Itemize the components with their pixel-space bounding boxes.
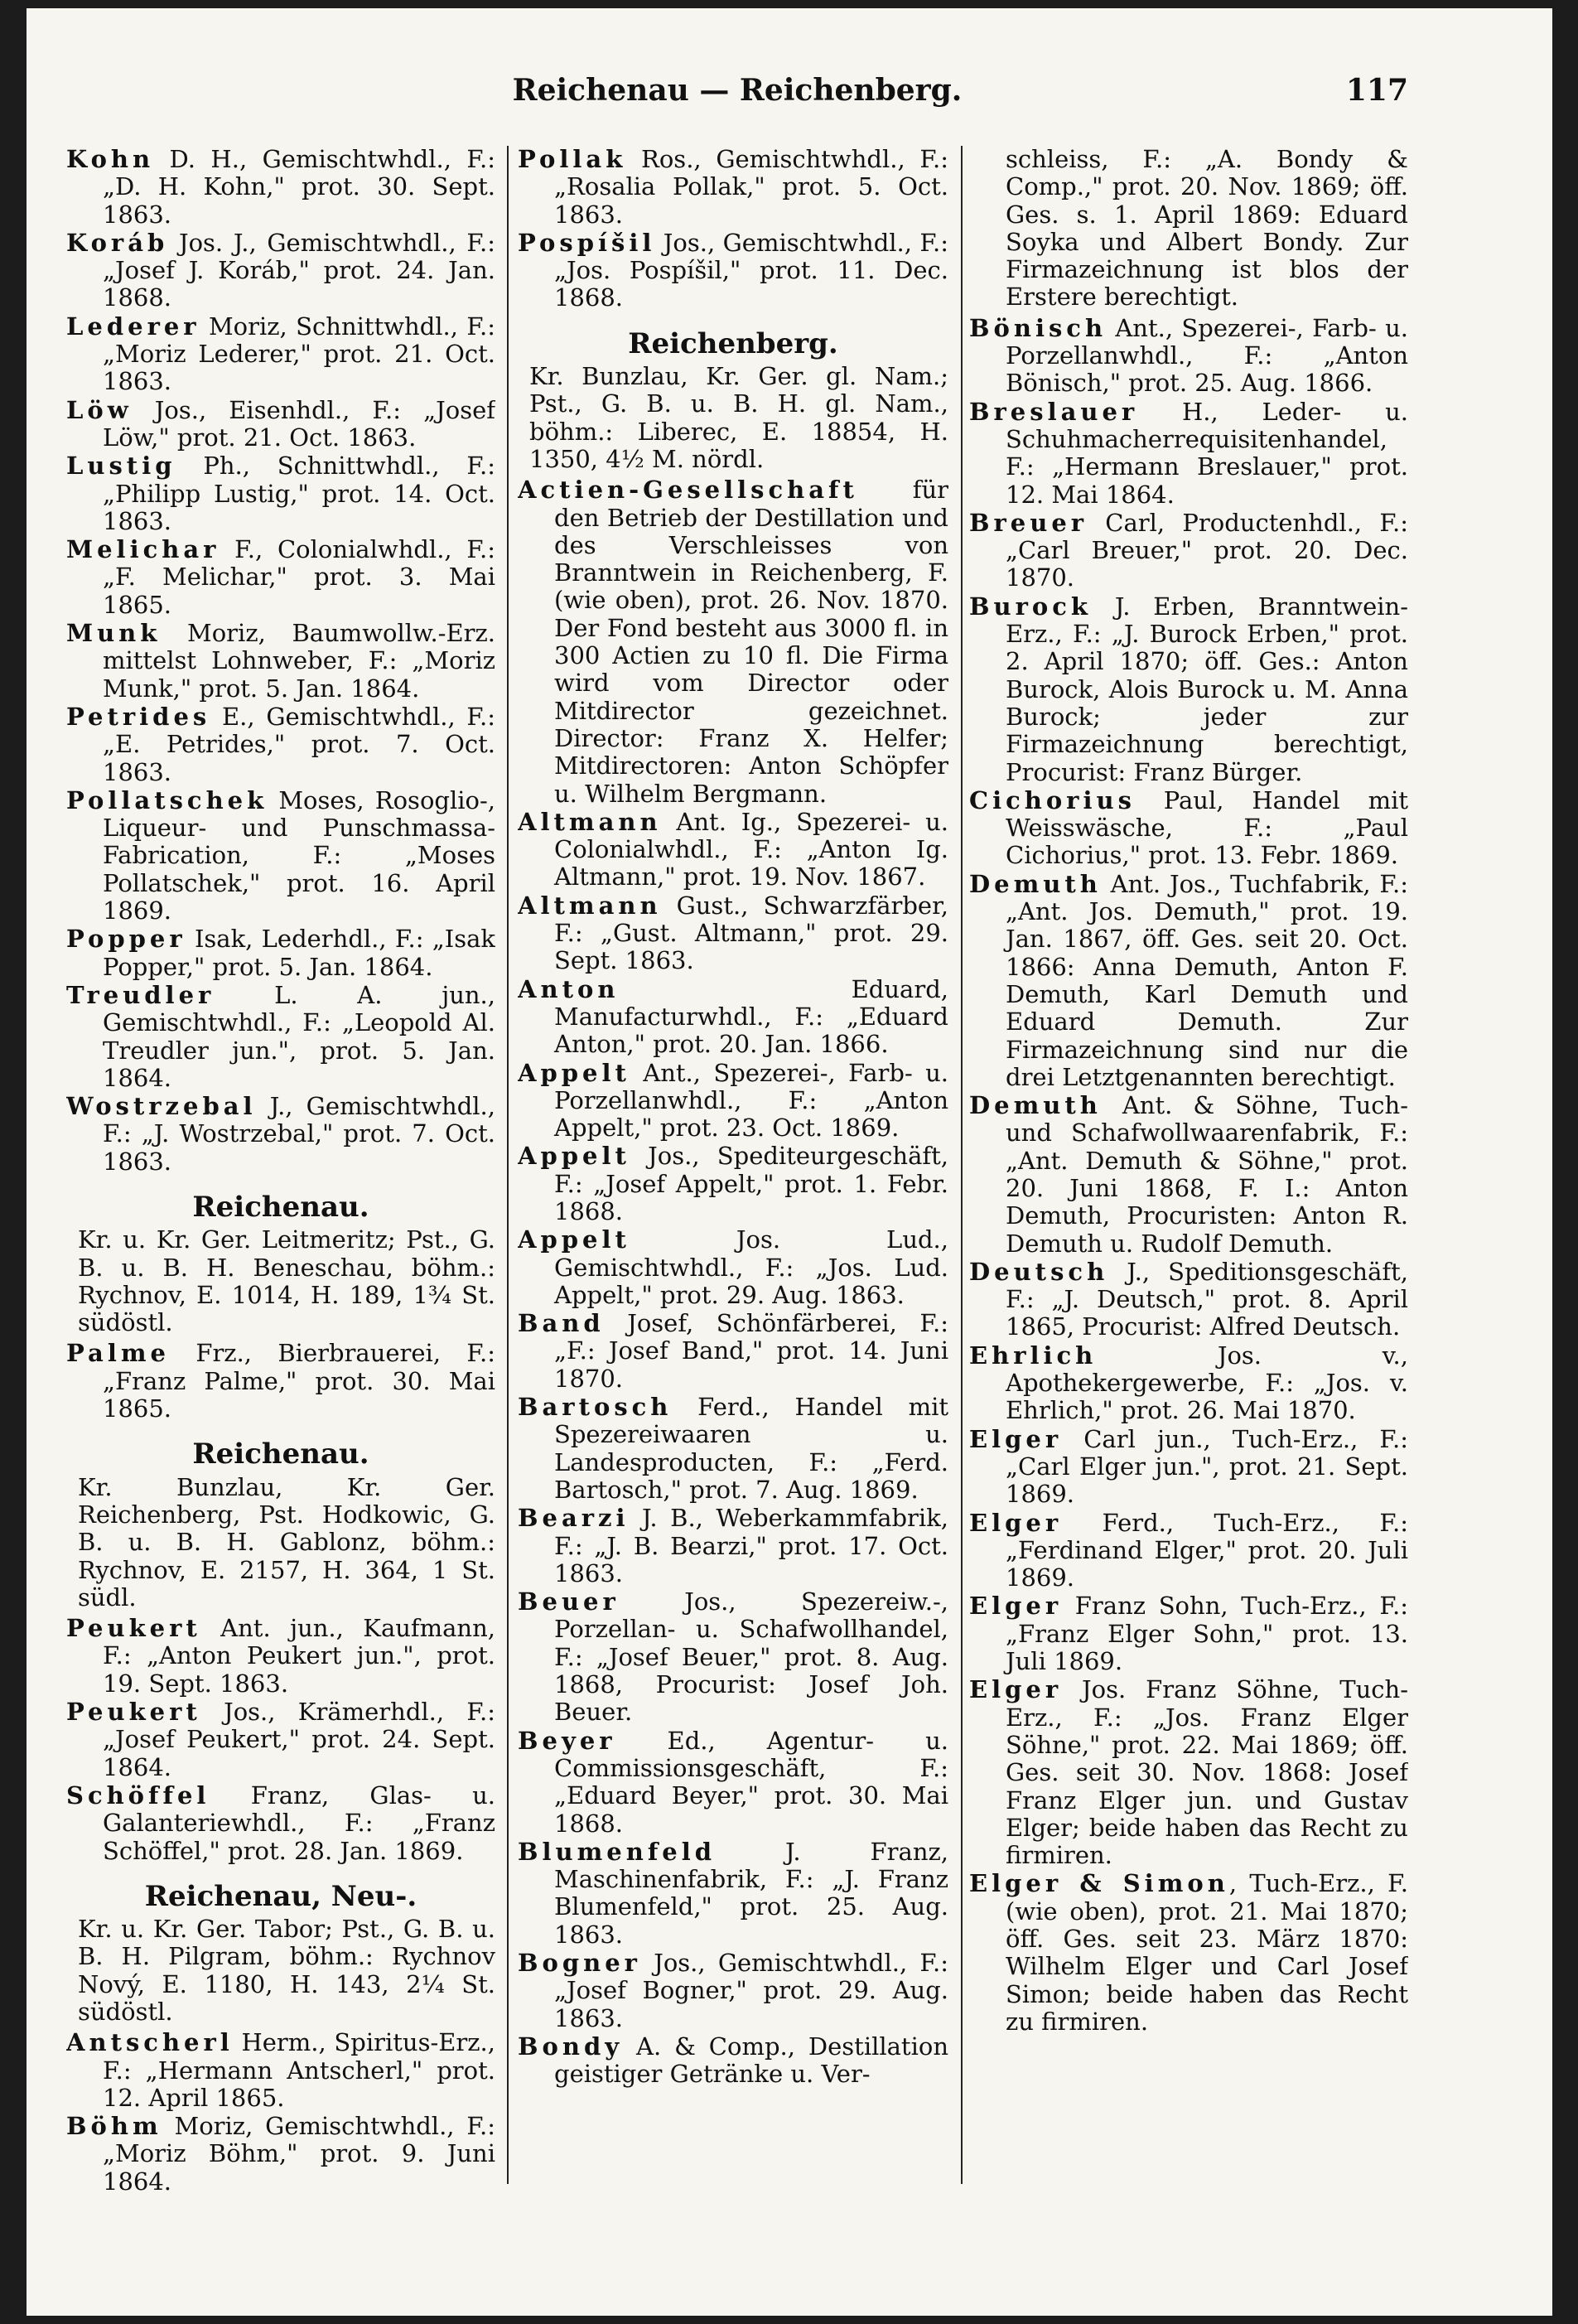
directory-entry <box>518 1310 948 1393</box>
directory-entry <box>66 1615 495 1698</box>
entry-name: Popper <box>66 925 186 954</box>
entry-name: Lederer <box>66 312 200 341</box>
column-2 <box>518 146 948 2201</box>
entry-text: Jos. J., Gemischtwhdl., F.: „Josef J. Koráb," prot. 24. Jan. 1868. <box>103 228 495 312</box>
section-heading-reichenau-neu: Reichenau, Neu-. <box>144 1879 417 1913</box>
entry-name: Deutsch <box>969 1257 1109 1286</box>
entry-name: Elger <box>969 1592 1063 1621</box>
directory-entry <box>969 1870 1408 2036</box>
entry-text: Josef, Schönfärberei, F.: „F.: Josef Band," prot. 14. Juni 1870. <box>554 1309 948 1393</box>
entry-text: Franz Sohn, Tuch-Erz., F.: „Franz Elger Sohn," prot. 13. Juli 1869. <box>1006 1592 1408 1676</box>
entry-name: Treudler <box>66 980 215 1009</box>
entry-name: Appelt <box>518 1142 630 1171</box>
entry-text: für den Betrieb der Destillation und des Verschleisses von Branntwein in Reichenberg, F. (wie oben), prot. 26. Nov. 1870. Der Fond besteht aus 3000 fl. in 300 Actien zu 10 fl. Die Firma wird vom Director oder Mitdirector gezeichnet. Director: Franz X. Helfer; Mitdirectoren: Anton Schöpfer u. Wilhelm Bergmann. <box>554 476 948 808</box>
directory-entry <box>518 1505 948 1587</box>
directory-entry <box>969 1676 1408 1869</box>
entry-text: Jos. v., Apothekergewerbe, F.: „Jos. v. Ehrlich," prot. 26. Mai 1870. <box>1006 1341 1408 1425</box>
section-heading-reichenau: Reichenau. <box>192 1190 369 1224</box>
directory-entry <box>66 2113 495 2196</box>
entry-name: Ehrlich <box>969 1341 1098 1370</box>
entry-name: Demuth <box>969 1091 1102 1120</box>
entry-name: Breslauer <box>969 397 1139 426</box>
directory-entry <box>969 871 1408 1091</box>
entry-name: Elger <box>969 1424 1063 1453</box>
entry-name: Pospíšil <box>518 228 656 257</box>
entry-text: Franz, Glas- u. Galanteriewhdl., F.: „Franz Schöffel," prot. 28. Jan. 1869. <box>103 1780 495 1865</box>
directory-entry <box>66 2029 495 2112</box>
directory-entry <box>518 1060 948 1143</box>
entry-name: Bearzi <box>518 1504 630 1533</box>
entry-text: J., Speditionsgeschäft, F.: „J. Deutsch," prot. 8. April 1865, Procurist: Alfred Deutsch. <box>1006 1257 1408 1341</box>
entry-name: Petrides <box>66 702 211 731</box>
directory-entry <box>66 982 495 1092</box>
entry-name: Elger & Simon <box>969 1869 1229 1898</box>
directory-entry <box>518 2033 948 2089</box>
entry-text: Gust., Schwarzfärber, F.: „Gust. Altmann," prot. 29. Sept. 1863. <box>554 891 948 975</box>
entry-text: Moses, Rosoglio-, Liqueur- und Punschmassa-Fabrication, F.: „Moses Pollatschek," prot. 16. April 1869. <box>103 785 495 925</box>
entry-text: Jos., Eisenhdl., F.: „Josef Löw," prot. 21. Oct. 1863. <box>103 395 495 452</box>
entry-text: Ros., Gemischtwhdl., F.: „Rosalia Pollak," prot. 5. Oct. 1863. <box>554 146 948 229</box>
entry-name: Cichorius <box>969 785 1136 814</box>
directory-entry <box>969 1092 1408 1258</box>
directory-entry <box>518 1226 948 1309</box>
entry-text: Ferd., Tuch-Erz., F.: „Ferdinand Elger," prot. 20. Juli 1869. <box>1006 1508 1408 1592</box>
entry-name: Breuer <box>969 508 1088 537</box>
entry-text: Jos., Spediteurgeschäft, F.: „Josef Appelt," prot. 1. Febr. 1868. <box>554 1142 948 1225</box>
entry-text: Ph., Schnittwhdl., F.: „Philipp Lustig," prot. 14. Oct. 1863. <box>103 452 495 535</box>
directory-entry <box>66 452 495 535</box>
entry-name: Munk <box>66 619 162 648</box>
directory-entry <box>66 925 495 981</box>
entry-name: Actien-Gesellschaft <box>518 476 858 505</box>
directory-entry <box>66 1340 495 1423</box>
directory-entry <box>518 146 948 229</box>
directory-entry <box>66 620 495 703</box>
entry-text: Ant. & Söhne, Tuch- und Schafwollwaarenfabrik, F.: „Ant. Demuth & Söhne," prot. 20. Juni 1868, F. I.: Anton Demuth, Procuristen: Anton R. Demuth u. Rudolf Demuth. <box>1006 1091 1408 1258</box>
entry-name: Koráb <box>66 228 169 257</box>
entry-text: Jos., Gemischtwhdl., F.: „Jos. Pospíšil," prot. 11. Dec. 1868. <box>554 228 948 312</box>
directory-entry <box>66 397 495 452</box>
entry-name: Demuth <box>969 869 1102 898</box>
entry-continuation: schleiss, F.: „A. Bondy & Comp.," prot. 20. Nov. 1869; öff. Ges. s. 1. April 1869: Eduard Soyka und Albert Bondy. Zur Firmazeichnung ist blos der Erstere berechtigt. <box>1006 146 1408 312</box>
entry-name: Burock <box>969 592 1092 621</box>
entry-name: Palme <box>66 1339 170 1368</box>
entry-name: Beyer <box>518 1726 616 1755</box>
directory-entry <box>969 1592 1408 1675</box>
section-heading-reichenau-2: Reichenau. <box>192 1437 369 1471</box>
entry-name: Anton <box>518 974 620 1003</box>
place-description: Kr. u. Kr. Ger. Tabor; Pst., G. B. u. B. H. Pilgram, böhm.: Rychnov Nový, E. 1180, H. 143, 2¼ St. südöstl. <box>78 1915 495 2026</box>
entry-text: Frz., Bierbrauerei, F.: „Franz Palme," prot. 30. Mai 1865. <box>103 1339 495 1423</box>
directory-entry <box>518 892 948 975</box>
directory-entry <box>518 1588 948 1726</box>
entry-name: Beuer <box>518 1587 620 1616</box>
directory-entry <box>969 1426 1408 1509</box>
column-3 <box>969 146 1408 2201</box>
entry-name: Peukert <box>66 1698 201 1727</box>
entry-name: Löw <box>66 395 133 424</box>
directory-entry <box>66 1782 495 1865</box>
entry-text: Herm., Spiritus-Erz., F.: „Hermann Antscherl," prot. 12. April 1865. <box>103 2028 495 2112</box>
page-header <box>66 65 1408 131</box>
directory-entry <box>969 1259 1408 1341</box>
entry-name: Bartosch <box>518 1393 673 1422</box>
entry-text: Ferd., Handel mit Spezereiwaaren u. Landesproducten, F.: „Ferd. Bartosch," prot. 7. Aug. 1869. <box>554 1393 948 1504</box>
entry-text: J., Gemischtwhdl., F.: „J. Wostrzebal," prot. 7. Oct. 1863. <box>103 1092 495 1176</box>
entry-text: D. H., Gemischtwhdl., F.: „D. H. Kohn," prot. 30. Sept. 1863. <box>103 146 495 229</box>
directory-entry <box>969 399 1408 509</box>
place-description: Kr. Bunzlau, Kr. Ger. Reichenberg, Pst. Hodkowic, G. B. u. B. H. Gablonz, böhm.: Rychnov, E. 2157, H. 364, 1 St. südl. <box>78 1472 495 1611</box>
entry-text: Ant., Spezerei-, Farb- u. Porzellanwhdl., F.: „Anton Appelt," prot. 23. Oct. 1869. <box>554 1058 948 1143</box>
directory-entry <box>66 536 495 619</box>
page-number: 117 <box>1345 73 1408 108</box>
entry-text: Jos. Franz Söhne, Tuch-Erz., F.: „Jos. Franz Elger Söhne," prot. 22. Mai 1869; öff. Ges. seit 30. Nov. 1868: Josef Franz Elger jun. und Gustav Elger; beide haben das Recht zu firmiren. <box>1006 1675 1408 1870</box>
entry-text: Jos., Krämerhdl., F.: „Josef Peukert," prot. 24. Sept. 1864. <box>103 1698 495 1781</box>
directory-entry <box>66 230 495 312</box>
entry-name: Melichar <box>66 535 220 564</box>
directory-entry <box>518 1143 948 1225</box>
entry-text: Ant., Spezerei-, Farb- u. Porzellanwhdl., F.: „Anton Bönisch," prot. 25. Aug. 1866. <box>1006 313 1408 398</box>
entry-name: Altmann <box>518 807 662 836</box>
entry-text: , Tuch-Erz., F. (wie oben), prot. 21. Mai 1870; öff. Ges. seit 23. März 1870: Wilhelm Elger und Carl Josef Simon; beide haben das Recht zu firmiren. <box>1006 1869 1408 2036</box>
entry-name: Antscherl <box>66 2028 234 2057</box>
directory-entry <box>969 593 1408 786</box>
entry-text: Eduard, Manufacturwhdl., F.: „Eduard Anton," prot. 20. Jan. 1866. <box>554 974 948 1059</box>
entry-name: Schöffel <box>66 1780 210 1809</box>
directory-entry <box>518 1727 948 1838</box>
column-1 <box>66 146 495 2201</box>
directory-entry <box>66 703 495 786</box>
entry-name: Peukert <box>66 1614 201 1643</box>
entry-name: Bogner <box>518 1949 641 1977</box>
entry-text: Isak, Lederhdl., F.: „Isak Popper," prot. 5. Jan. 1864. <box>103 925 495 981</box>
directory-entry <box>969 510 1408 592</box>
entry-name: Pollak <box>518 146 627 173</box>
entry-text: Ant. Ig., Spezerei- u. Colonialwhdl., F.: „Anton Ig. Altmann," prot. 19. Nov. 1867. <box>554 807 948 891</box>
column-divider <box>961 146 963 2184</box>
entry-name: Lustig <box>66 452 176 481</box>
entry-text: L. A. jun., Gemischtwhdl., F.: „Leopold Al. Treudler jun.", prot. 5. Jan. 1864. <box>103 980 495 1092</box>
directory-entry <box>518 476 948 808</box>
directory-entry <box>969 787 1408 870</box>
entry-text: A. & Comp., Destillation geistiger Getränke u. Ver- <box>554 2032 948 2089</box>
entry-text: Jos., Gemischtwhdl., F.: „Josef Bogner," prot. 29. Aug. 1863. <box>554 1949 948 2032</box>
place-description: Kr. Bunzlau, Kr. Ger. gl. Nam.; Pst., G. B. u. B. H. gl. Nam., böhm.: Liberec, E. 18854, H. 1350, 4½ M. nördl. <box>529 362 948 473</box>
entry-text: Ed., Agentur- u. Commissionsgeschäft, F.: „Eduard Beyer," prot. 30. Mai 1868. <box>554 1726 948 1838</box>
entry-text: Jos., Spezereiw.-, Porzellan- u. Schafwollhandel, F.: „Josef Beuer," prot. 8. Aug. 1868, Procurist: Josef Joh. Beuer. <box>554 1587 948 1727</box>
entry-text: Ant. Jos., Tuchfabrik, F.: „Ant. Jos. Demuth," prot. 19. Jan. 1867, öff. Ges. seit 20. Oct. 1866: Anna Demuth, Anton F. Demuth, Karl Demuth und Eduard Demuth. Zur Firmazeichnung sind nur die drei Letztgenannten berechtigt. <box>1006 869 1408 1091</box>
running-title: Reichenau — Reichenberg. <box>512 73 963 108</box>
entry-text: F., Colonialwhdl., F.: „F. Melichar," prot. 3. Mai 1865. <box>103 535 495 619</box>
directory-entry <box>969 1510 1408 1592</box>
entry-name: Böhm <box>66 2112 162 2141</box>
directory-entry <box>518 976 948 1059</box>
entry-name: Appelt <box>518 1058 630 1087</box>
place-description: Kr. u. Kr. Ger. Leitmeritz; Pst., G. B. u. B. H. Beneschau, böhm.: Rychnov, E. 1014, H. 189, 1¾ St. südöstl. <box>78 1225 495 1337</box>
entry-text: Ant. jun., Kaufmann, F.: „Anton Peukert jun.", prot. 19. Sept. 1863. <box>103 1614 495 1698</box>
directory-entry <box>518 1950 948 2032</box>
entry-name: Appelt <box>518 1225 630 1254</box>
entry-name: Bönisch <box>969 313 1107 342</box>
section-heading-reichenberg: Reichenberg. <box>628 326 838 360</box>
directory-entry <box>969 1342 1408 1425</box>
directory-entry <box>518 1838 948 1949</box>
entry-text: Moriz, Schnittwhdl., F.: „Moriz Lederer," prot. 21. Oct. 1863. <box>103 312 495 396</box>
directory-entry <box>66 146 495 229</box>
entry-text: J. Franz, Maschinenfabrik, F.: „J. Franz Blumenfeld," prot. 25. Aug. 1863. <box>554 1837 948 1949</box>
entry-name: Altmann <box>518 891 662 920</box>
entry-name: Elger <box>969 1675 1063 1704</box>
entry-text: Carl jun., Tuch-Erz., F.: „Carl Elger jun.", prot. 21. Sept. 1869. <box>1006 1424 1408 1509</box>
entry-text: E., Gemischtwhdl., F.: „E. Petrides," prot. 7. Oct. 1863. <box>103 702 495 786</box>
entry-name: Kohn <box>66 146 155 173</box>
entry-name: Bondy <box>518 2032 624 2061</box>
entry-text: H., Leder- u. Schuhmacherrequisitenhandel, F.: „Hermann Breslauer," prot. 12. Mai 1864. <box>1006 397 1408 509</box>
entry-text: Moriz, Baumwollw.-Erz. mittelst Lohnweber, F.: „Moriz Munk," prot. 5. Jan. 1864. <box>103 619 495 703</box>
directory-entry <box>66 313 495 396</box>
directory-entry <box>518 230 948 312</box>
entry-text: Carl, Productenhdl., F.: „Carl Breuer," prot. 20. Dec. 1870. <box>1006 508 1408 592</box>
entry-name: Pollatschek <box>66 785 268 814</box>
entry-text: Jos. Lud., Gemischtwhdl., F.: „Jos. Lud. Appelt," prot. 29. Aug. 1863. <box>554 1225 948 1309</box>
directory-entry <box>66 787 495 925</box>
directory-entry <box>518 1394 948 1504</box>
entry-name: Elger <box>969 1508 1063 1537</box>
column-divider <box>507 146 509 2184</box>
directory-entry <box>66 1093 495 1176</box>
entry-text: J. B., Weberkammfabrik, F.: „J. B. Bearzi," prot. 17. Oct. 1863. <box>554 1504 948 1587</box>
entry-text: J. Erben, Branntwein-Erz., F.: „J. Burock Erben," prot. 2. April 1870; öff. Ges.: Anton Burock, Alois Burock u. M. Anna Burock; jeder zur Firmazeichnung berechtigt, Procurist: Franz Bürger. <box>1006 592 1408 786</box>
entry-name: Band <box>518 1309 605 1338</box>
entry-name: Blumenfeld <box>518 1837 717 1866</box>
directory-entry <box>518 809 948 891</box>
directory-entry <box>66 1698 495 1781</box>
entry-text: Paul, Handel mit Weisswäsche, F.: „Paul Cichorius," prot. 13. Febr. 1869. <box>1006 785 1408 870</box>
directory-entry <box>969 315 1408 398</box>
entry-text: Moriz, Gemischtwhdl., F.: „Moriz Böhm," prot. 9. Juni 1864. <box>103 2112 495 2196</box>
entry-name: Wostrzebal <box>66 1092 257 1121</box>
